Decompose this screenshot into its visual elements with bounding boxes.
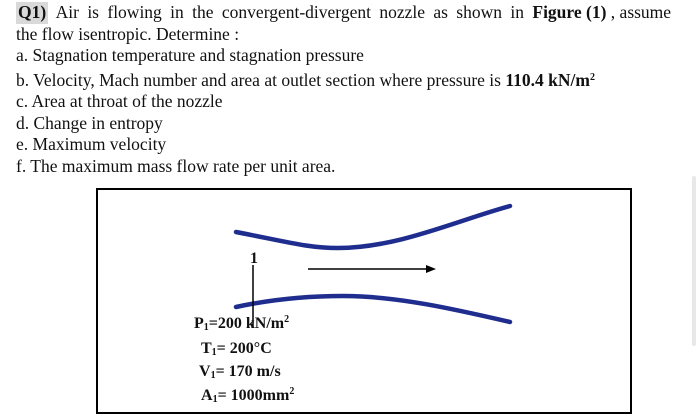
question-item-c: c. Area at throat of the nozzle [16, 91, 223, 111]
question-item-d: d. Change in entropy [16, 112, 163, 133]
question-item-f: f. The maximum mass flow rate per unit area. [16, 155, 336, 176]
question-item-b [16, 67, 696, 92]
inlet-pressure: $P_1=200$ $kN/m^2$ [194, 314, 290, 333]
question-item-b-text: b. Velocity, Mach number and area at outlet section where pressure is [16, 69, 506, 90]
scrollbar-thumb[interactable] [692, 176, 696, 346]
outlet-pressure-value: 110.4 $kN/m^2$ [505, 69, 595, 90]
question-item-a: a. Stagnation temperature and stagnation pressure [16, 45, 364, 65]
question-number: Q1) [18, 2, 47, 22]
question-intro-line-2: the flow isentropic. Determine : [16, 23, 240, 44]
nozzle-figure [96, 188, 632, 414]
question-intro-line-1 [16, 2, 696, 24]
flow-arrow-head [426, 265, 436, 273]
inlet-temperature: $T_1= 200^\circ C$ [201, 340, 272, 358]
inlet-area: $A_1= 1000mm^2$ [201, 386, 295, 405]
question-intro-text: Air is flowing in the convergent-divergent nozzle as shown in [48, 2, 533, 22]
section-1-label: 1 [250, 250, 258, 267]
question-intro-tail: , assume [606, 2, 672, 22]
nozzle-diagram [98, 190, 630, 412]
question-text [16, 2, 696, 177]
nozzle-upper-wall [236, 206, 510, 248]
inlet-velocity: $V_1= 170$ m/s [199, 363, 281, 381]
question-item-e: e. Maximum velocity [16, 134, 167, 154]
figure-reference: Figure (1) [532, 2, 607, 22]
